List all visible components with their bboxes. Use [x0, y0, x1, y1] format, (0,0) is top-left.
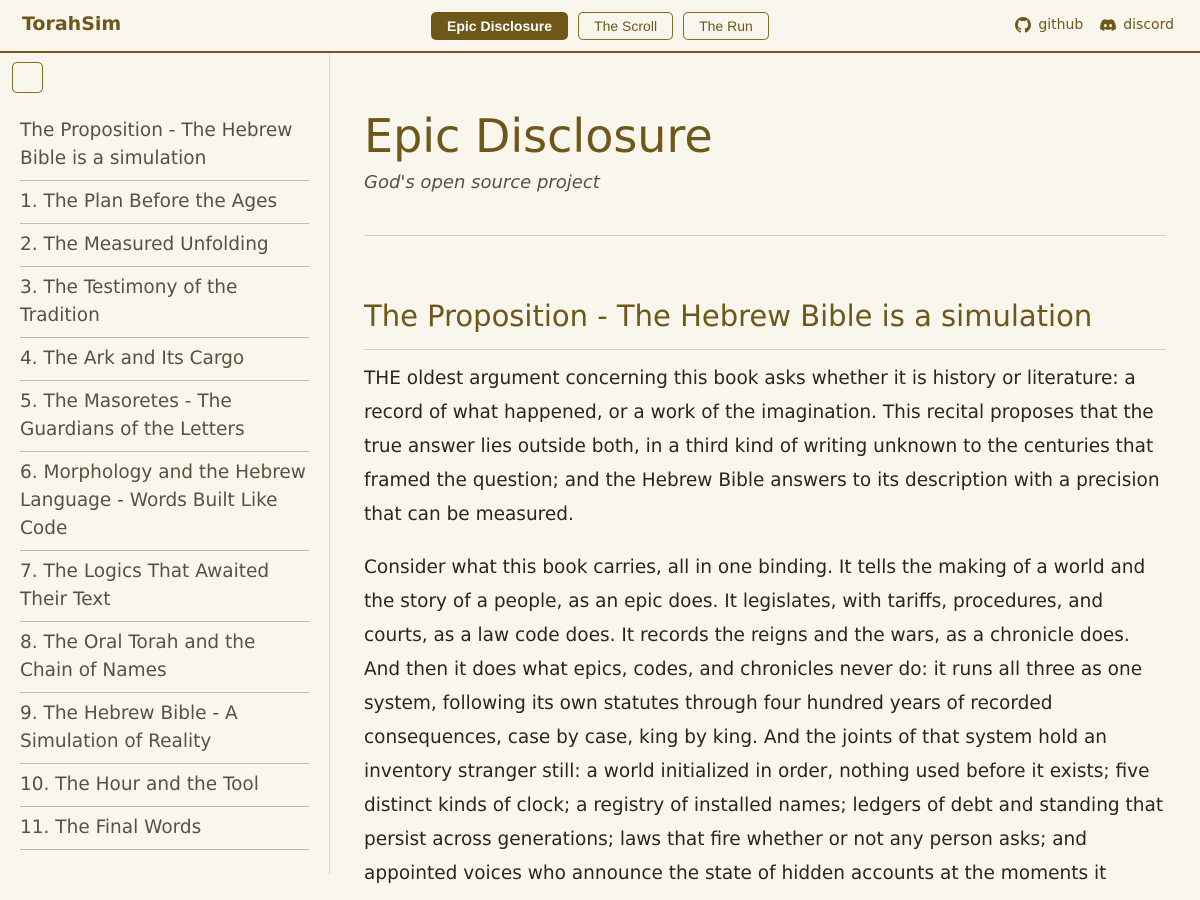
github-icon	[1015, 17, 1031, 33]
sidebar-item-chapter-10[interactable]: 10. The Hour and the Tool	[20, 771, 309, 807]
discord-icon	[1100, 17, 1116, 33]
sidebar-item-chapter-6[interactable]: 6. Morphology and the Hebrew Language - Words Built Like Code	[20, 459, 309, 551]
top-tabs	[431, 12, 769, 40]
tab-the-run[interactable]: The Run	[683, 12, 769, 40]
sidebar-item-chapter-8[interactable]: 8. The Oral Torah and the Chain of Names	[20, 629, 309, 693]
section-heading: The Proposition - The Hebrew Bible is a simulation	[364, 299, 1093, 333]
top-bar	[0, 0, 1200, 53]
brand-logo[interactable]: TorahSim	[22, 13, 122, 35]
sidebar-item-proposition[interactable]: The Proposition - The Hebrew Bible is a simulation	[20, 117, 309, 181]
external-links	[1015, 17, 1174, 33]
sidebar-item-chapter-5[interactable]: 5. The Masoretes - The Guardians of the Letters	[20, 388, 309, 452]
section-divider	[364, 349, 1166, 350]
chapter-list	[20, 117, 309, 857]
github-label: github	[1038, 17, 1084, 33]
github-link[interactable]	[1015, 17, 1083, 33]
discord-label: discord	[1123, 17, 1174, 33]
tab-the-scroll[interactable]: The Scroll	[578, 12, 673, 40]
sidebar-item-chapter-4[interactable]: 4. The Ark and Its Cargo	[20, 345, 309, 381]
sidebar-item-chapter-3[interactable]: 3. The Testimony of the Tradition	[20, 274, 309, 338]
page-subtitle: God's open source project	[364, 172, 600, 193]
discord-link[interactable]	[1100, 17, 1174, 33]
paragraph: THE oldest argument concerning this book asks whether it is history or literature: a record of what happened, or a work of the imagination. This recital proposes that the true answer lies outside both, in a third kind of writing unknown to the centuries that framed the question; and the Hebrew Bible answers to its description with a precision that can be measured.	[364, 368, 1160, 525]
sidebar	[0, 54, 330, 874]
sidebar-item-chapter-9[interactable]: 9. The Hebrew Bible - A Simulation of Reality	[20, 700, 309, 764]
sidebar-item-chapter-2[interactable]: 2. The Measured Unfolding	[20, 231, 309, 267]
tab-epic-disclosure[interactable]: Epic Disclosure	[431, 12, 568, 40]
paragraph: Consider what this book carries, all in one binding. It tells the making of a world and the story of a people, as an epic does. It legislates, with tariffs, procedures, and courts, as a law code does. It records the reigns and the wars, as a chronicle does. And then it does what epics, codes, and chronicles never do: it runs all three as one system, following its own statutes through four hundred years of recorded consequences, case by case, king by king. And the joints of that system hold an inventory stranger still: a world initialized in order, nothing used before it exists; five distinct kinds of clock; a registry of installed names; ledgers of debt and standing that persist across generations; laws that fire whether or not any person asks; and appointed voices who announce the state of hidden accounts at the moments it	[364, 557, 1164, 884]
article-body	[364, 362, 1166, 900]
sidebar-item-chapter-1[interactable]: 1. The Plan Before the Ages	[20, 188, 309, 224]
sidebar-item-chapter-7[interactable]: 7. The Logics That Awaited Their Text	[20, 558, 309, 622]
sidebar-toggle-button[interactable]	[12, 62, 43, 93]
page-title: Epic Disclosure	[364, 109, 713, 163]
divider	[364, 235, 1166, 236]
sidebar-item-chapter-11[interactable]: 11. The Final Words	[20, 814, 309, 850]
